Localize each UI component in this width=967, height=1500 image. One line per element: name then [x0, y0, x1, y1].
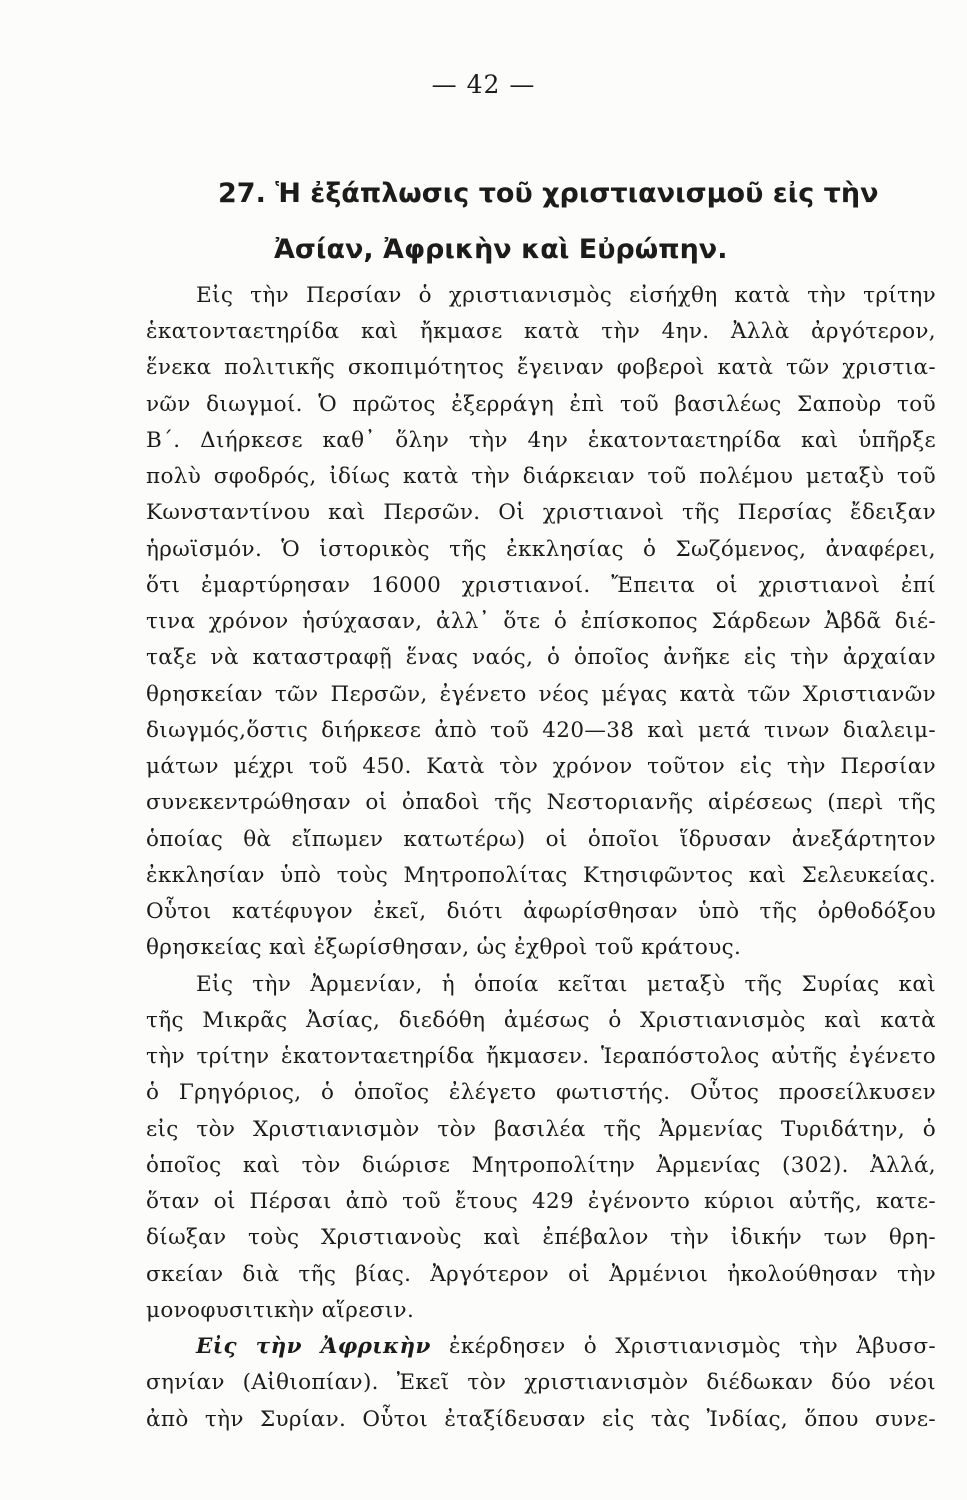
text-line: ἐκκλησίαν ὑπὸ τοὺς Μητροπολίτας Κτησιφῶντος καὶ Σελευκείας. — [146, 863, 936, 888]
text-line: εἰς τὸν Χριστιανισμὸν τὸν βασιλέα τῆς Ἀρμενίας Τυριδάτην, ὁ — [146, 1117, 936, 1142]
text-line: σκείαν διὰ τῆς βίας. Ἀργότερον οἱ Ἀρμένιοι ἠκολούθησαν τὴν — [146, 1262, 936, 1287]
text-line: ἕνεκα πολιτικῆς σκοπιμότητος ἔγειναν φοβεροὶ κατὰ τῶν χριστια- — [146, 355, 936, 380]
text-line: Οὗτοι κατέφυγον ἐκεῖ, διότι ἀφωρίσθησαν ὑπὸ τῆς ὀρθοδόξου — [146, 899, 936, 924]
text-line: θρησκείας καὶ ἐξωρίσθησαν, ὡς ἐχθροὶ τοῦ κράτους. — [146, 935, 742, 960]
text-line: θρησκείαν τῶν Περσῶν, ἐγένετο νέος μέγας κατὰ τῶν Χριστιανῶν — [146, 682, 936, 707]
emphasized-phrase: Εἰς τὴν Ἀφρικὴν — [196, 1334, 431, 1359]
text-line: μάτων μέχρι τοῦ 450. Κατὰ τὸν χρόνον τοῦτον εἰς τὴν Περσίαν — [146, 754, 936, 779]
text-line: ὅτι ἐμαρτύρησαν 16000 χριστιανοί. Ἔπειτα οἱ χριστιανοὶ ἐπί — [146, 573, 936, 598]
section-heading-line-2: Ἀσίαν, Ἀφρικὴν καὶ Εὐρώπην. — [274, 234, 728, 265]
text-line: πολὺ σφοδρός, ἰδίως κατὰ τὴν διάρκειαν τοῦ πολέμου μεταξὺ τοῦ — [146, 464, 936, 489]
text-line: ὁποῖος καὶ τὸν διώρισε Μητροπολίτην Ἀρμενίας (302). Ἀλλά, — [146, 1153, 936, 1178]
text-line: ταξε νὰ καταστραφῇ ἕνας ναός, ὁ ὁποῖος ἀνῆκε εἰς τὴν ἀρχαίαν — [146, 645, 936, 670]
text-line: ἡρωϊσμόν. Ὁ ἱστορικὸς τῆς ἐκκλησίας ὁ Σωζόμενος, ἀναφέρει, — [146, 537, 936, 562]
text-line: Β΄. Διήρκεσε καθ᾿ ὅλην τὴν 4ην ἑκατονταετηρίδα καὶ ὑπῆρξε — [146, 428, 936, 453]
text-line: δίωξαν τοὺς Χριστιανοὺς καὶ ἐπέβαλον τὴν ἰδικήν των θρη- — [146, 1225, 936, 1250]
text-line — [196, 1334, 936, 1359]
text-line: νῶν διωγμοί. Ὁ πρῶτος ἐξερράγη ἐπὶ τοῦ βασιλέως Σαποὺρ τοῦ — [146, 392, 936, 417]
text-line: διωγμός,ὅστις διήρκεσε ἀπὸ τοῦ 420—38 καὶ μετά τινων διαλειμ- — [146, 718, 936, 743]
text-line: ἀπὸ τὴν Συρίαν. Οὗτοι ἐταξίδευσαν εἰς τὰς Ἰνδίας, ὅπου συνε- — [146, 1407, 936, 1432]
text-line: τῆς Μικρᾶς Ἀσίας, διεδόθη ἀμέσως ὁ Χριστιανισμὸς καὶ κατὰ — [146, 1008, 936, 1033]
text-line: τινα χρόνον ἡσύχασαν, ἀλλ᾿ ὅτε ὁ ἐπίσκοπος Σάρδεων Ἀβδᾶ διέ- — [146, 609, 936, 634]
text-line: ὁποίας θὰ εἴπωμεν κατωτέρω) οἱ ὁποῖοι ἵδρυσαν ἀνεξάρτητον — [146, 827, 936, 852]
text-line: συνεκεντρώθησαν οἱ ὀπαδοὶ τῆς Νεστοριανῆς αἱρέσεως (περὶ τῆς — [146, 790, 936, 815]
text-line-rest: ἐκέρδησεν ὁ Χριστιανισμὸς τὴν Ἀβυσσ- — [448, 1334, 936, 1359]
text-line: ὅταν οἱ Πέρσαι ἀπὸ τοῦ ἔτους 429 ἐγένοντο κύριοι αὐτῆς, κατε- — [146, 1189, 936, 1214]
text-line: μονοφυσιτικὴν αἵρεσιν. — [146, 1298, 415, 1323]
text-line: τὴν τρίτην ἑκατονταετηρίδα ἤκμασεν. Ἱεραπόστολος αὐτῆς ἐγένετο — [146, 1044, 936, 1069]
section-heading-line-1: 27. Ἡ ἐξάπλωσις τοῦ χριστιανισμοῦ εἰς τὴν — [218, 178, 879, 209]
page-number: — 42 — — [431, 70, 536, 99]
text-line: ἑκατονταετηρίδα καὶ ἤκμασε κατὰ τὴν 4ην. Ἀλλὰ ἀργότερον, — [146, 319, 936, 344]
text-line: Κωνσταντίνου καὶ Περσῶν. Οἱ χριστιανοὶ τῆς Περσίας ἔδειξαν — [146, 500, 936, 525]
text-line: ὁ Γρηγόριος, ὁ ὁποῖος ἐλέγετο φωτιστής. Οὗτος προσείλκυσεν — [146, 1080, 936, 1105]
section-heading — [218, 166, 918, 278]
text-line: σηνίαν (Αἰθιοπίαν). Ἐκεῖ τὸν χριστιανισμὸν διέδωκαν δύο νέοι — [146, 1370, 936, 1395]
text-line: Εἰς τὴν Ἀρμενίαν, ἡ ὁποία κεῖται μεταξὺ τῆς Συρίας καὶ — [196, 972, 936, 997]
text-line: Εἰς τὴν Περσίαν ὁ χριστιανισμὸς εἰσήχθη κατὰ τὴν τρίτην — [196, 283, 936, 308]
